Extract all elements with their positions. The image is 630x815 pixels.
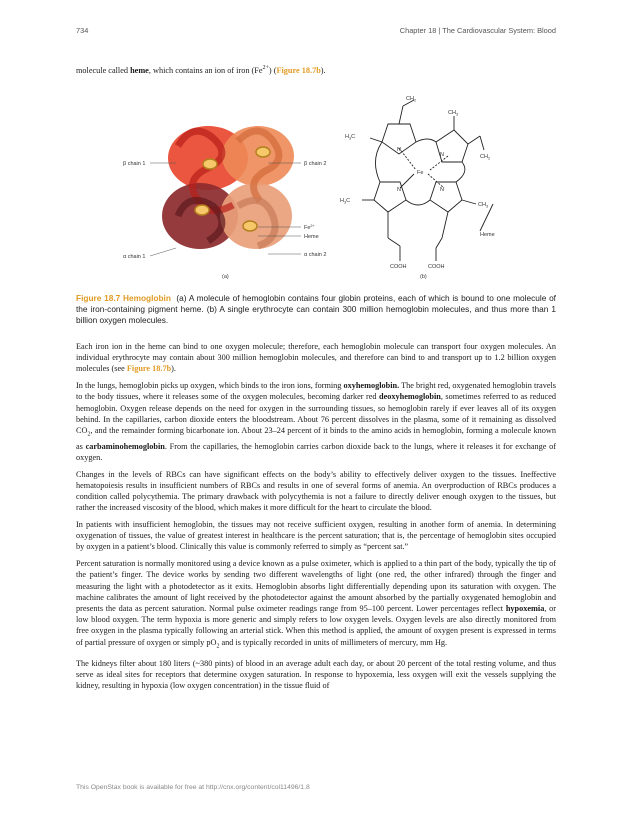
term-deoxyhemoglobin: deoxyhemoglobin [378,392,441,402]
panel-b-label: (b) [420,274,427,280]
paragraph-4: In patients with insufficient hemoglobin, the tissues may not receive sufficient oxygen, resulting in another form of anemia. In determining oxygenation of tissues, the value of greatest interest in healthcare is the percent saturation; that is, the percentage of hemoglobin sites occupied by oxygen in a patient’s blood. Clinically this value is commonly referred to simply as “percent sat.” [76,519,556,552]
label-fe: $Fe^{2+}$ [304,224,315,231]
term-carbaminohemoglobin: carbaminohemoglobin [85,441,165,451]
caption-text: (a) A molecule of hemoglobin contains four globin proteins, each of which is bound to one molecule of the iron-containing pigment heme. (b) A single erythrocyte can contain 300 million hemoglobin molecules, and thus more than 1 billion oxygen molecules. [76,293,556,325]
heme-structure [362,100,493,261]
label-ch2-top: $CH_2$ [406,96,417,103]
hemoglobin-ribbon-illustration [162,126,294,249]
intro-text-4: ). [320,65,326,75]
intro-text-2: , which contains an ion of iron (Fe [148,65,263,75]
intro-text-3: ) ( [268,65,277,75]
label-h3c-left: $H_3C$ [345,134,356,141]
label-heme-b: Heme [480,232,495,238]
label-beta-chain-1: β chain 1 [123,161,146,167]
label-n-1: N [397,147,401,153]
paragraph-5: Percent saturation is normally monitored using a device known as a pulse oximeter, which is applied to a thin part of the body, typically the tip of the patient’s finger. The device works by sending two different wavelengths of light (one red, the other infrared) through the finger and measuring the light with a photodetector as it exits. Hemoglobin absorbs light differentially depending upon its saturation with oxygen. The machine calibrates the amount of light received by the photodetector against the amount absorbed by the partially oxygenated hemoglobin and presents the data as percent saturation. Normal pulse oximeter readings range from 95–100 percent. Lower percentages reflect hypoxemia, or low blood oxygen. The term hypoxia is more generic and simply refers to low oxygen levels. Oxygen levels are also directly monitored from free oxygen in the plasma typically following an arterial stick. When this method is applied, the amount of oxygen present is expressed in terms of partial pressure of oxygen or simply $pO_2$ and is typically recorded in units of millimeters of mercury, mm Hg. [76,559,556,650]
label-alpha-chain-1: α chain 1 [123,254,146,260]
page-header [76,26,556,38]
term-oxyhemoglobin: oxyhemoglobin. [343,381,400,391]
paragraph-1: Each iron ion in the heme can bind to one oxygen molecule; therefore, each hemoglobin molecule can transport four oxygen molecules. An individual erythrocyte may contain about 300 million hemoglobin molecules, and therefore can bind to and transport up to 1.2 billion oxygen molecules (see Figure 18.7b). [76,342,556,374]
label-n-4: N [440,187,444,193]
label-beta-chain-2: β chain 2 [304,161,327,167]
term-heme: heme [130,65,149,75]
paragraph-2: In the lungs, hemoglobin picks up oxygen, which binds to the iron ions, forming oxyhemoglobin. The bright red, oxygenated hemoglobin travels to the body tissues, where it releases some of the oxygen molecules, becoming darker red deoxyhemoglobin, sometimes referred to as reduced hemoglobin. Oxygen release depends on the need for oxygen in the surrounding tissues, so hemoglobin rarely if ever leaves all of its oxygen behind. In the capillaries, carbon dioxide enters the bloodstream. About 76 percent dissolves in the plasma, some of it remaining as dissolved $CO_2$, and the remainder forming bicarbonate ion. About 23–24 percent of it binds to the amino acids in hemoglobin, forming a molecule known as carbaminohemoglobin. From the capillaries, the hemoglobin carries carbon dioxide back to the lungs, where it releases it for exchange of oxygen. [76,381,556,462]
caption-title: Figure 18.7 Hemoglobin [76,293,171,303]
label-cooh-2: COOH [428,264,445,270]
figure-link[interactable]: Figure 18.7b [276,65,321,75]
label-fe-center: Fe [417,170,424,176]
label-cooh-1: COOH [390,264,407,270]
intro-line [76,63,556,81]
label-heme-a: Heme [304,234,319,240]
fe-superscript: 2+ [262,65,269,71]
term-hypoxemia: hypoxemia [505,603,545,613]
figure-link-2[interactable]: Figure 18.7b [126,364,172,374]
page-footer[interactable]: This OpenStax book is available for free at http://cnx.org/content/col11496/1.8 [76,784,310,791]
label-h3c-bottom-left: $H_3C$ [340,198,351,205]
label-n-3: N [397,187,401,193]
figure-caption [76,293,556,332]
paragraph-6: The kidneys filter about 180 liters (~380 pints) of blood in an average adult each day, or about 20 percent of the total resting volume, and thus serve as ideal sites for receptors that determine oxygen saturation. In response to hypoxemia, less oxygen will exit the vessels supplying the kidney, resulting in hypoxia (low oxygen concentration) in the tissue fluid of [76,658,556,691]
intro-text: molecule called [76,65,131,75]
label-n-2: N [440,152,444,158]
panel-a-label: (a) [222,274,229,280]
label-alpha-chain-2: α chain 2 [304,252,327,258]
label-ch2-right: $CH_2$ [480,154,491,161]
page-number: 734 [76,26,89,35]
label-ch3-bottom-right: $CH_3$ [478,202,489,209]
label-ch3-top-right: $CH_3$ [448,110,459,117]
hemoglobin-figure [118,86,518,286]
main-text [76,341,556,697]
paragraph-3: Changes in the levels of RBCs can have significant effects on the body’s ability to effectively deliver oxygen to the tissues. Ineffective hematopoiesis results in insufficient numbers of RBCs and results in one of several forms of anemia. An overproduction of RBCs produces a condition called polycythemia. The primary drawback with polycythemia is not a failure to directly deliver enough oxygen to the tissues, but rather the increased viscosity of the blood, which makes it more difficult for the heart to circulate the blood. [76,469,556,513]
chapter-title: Chapter 18 | The Cardiovascular System: Blood [399,26,556,35]
